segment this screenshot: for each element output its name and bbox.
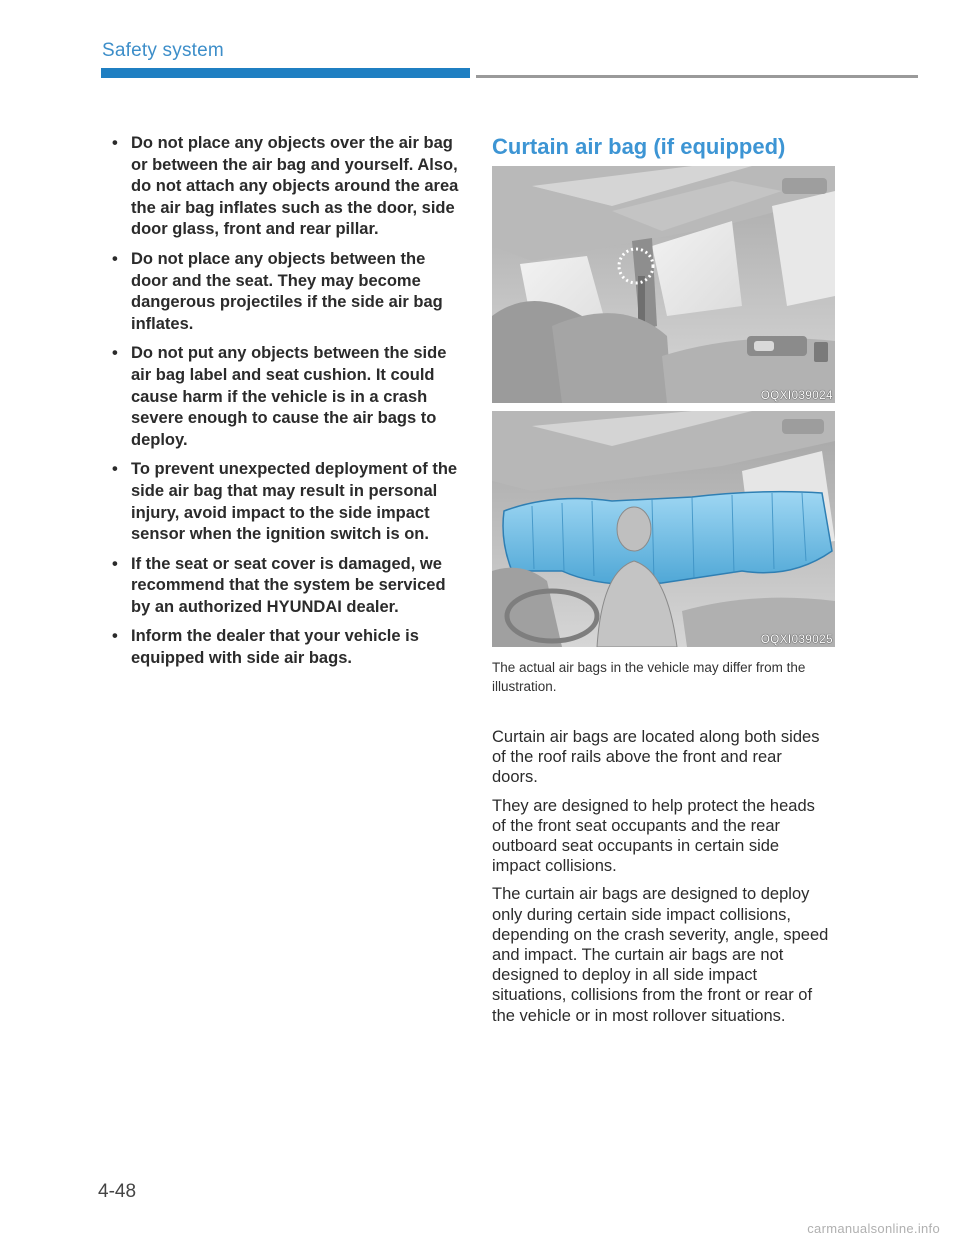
list-item (112, 343, 462, 451)
deployed-airbag-illustration (492, 411, 835, 647)
figure-code: OQXI039024 (760, 390, 833, 402)
bullet-icon: • (112, 554, 118, 573)
header-rule-accent (101, 68, 470, 78)
body-paragraph: The curtain air bags are designed to deploy only during certain side impact collisions, depending on the crash severity, angle, speed and impact. The curtain air bags are not designed to deploy in all side impact situations, collisions from the front or rear of the vehicle or in most rollover situations. (492, 885, 829, 1025)
section-body (492, 727, 832, 1034)
warning-list-column (112, 133, 462, 678)
list-item (112, 626, 462, 669)
bullet-icon: • (112, 627, 118, 646)
interior-illustration (492, 166, 835, 403)
watermark: carmanualsonline.info (807, 1221, 940, 1236)
body-paragraph: Curtain air bags are located along both sides of the roof rails above the front and rear doors. (492, 728, 820, 787)
list-item-text: If the seat or seat cover is damaged, we recommend that the system be serviced by an authorized HYUNDAI dealer. (131, 554, 446, 616)
list-item-text: Inform the dealer that your vehicle is equipped with side air bags. (131, 627, 419, 668)
page-number: 4-48 (98, 1181, 137, 1202)
warning-list (112, 133, 462, 670)
bullet-icon: • (112, 134, 118, 152)
list-item (112, 133, 462, 241)
list-item-text: Do not place any objects over the air bag or between the air bag and yourself. Also, do not attach any objects around the area the air bag inflates such as the door, side door glass, front and rear pillar. (131, 134, 459, 239)
list-item-text: To prevent unexpected deployment of the side air bag that may result in personal injury, avoid impact to the side impact sensor when the ignition switch is on. (131, 460, 458, 544)
figure-code: OQXI039025 (760, 634, 833, 646)
list-item-text: Do not put any objects between the side air bag label and seat cushion. It could cause harm if the vehicle is in a crash severe enough to cause the air bags to deploy. (131, 344, 447, 449)
bullet-icon: • (112, 460, 118, 479)
list-item (112, 249, 462, 335)
figure-caption: The actual air bags in the vehicle may differ from the illustration. (492, 660, 806, 694)
bullet-icon: • (112, 249, 118, 268)
figure-airbag-deployed (492, 411, 835, 647)
list-item-text: Do not place any objects between the door and the seat. They may become dangerous projectiles if the side air bag inflates. (131, 249, 443, 333)
figure-interior-stowed (492, 166, 835, 403)
header-rule (476, 75, 918, 78)
bullet-icon: • (112, 344, 118, 363)
list-item (112, 459, 462, 545)
section-heading: Curtain air bag (if equipped) (492, 134, 786, 159)
body-paragraph: They are designed to help protect the heads of the front seat occupants and the rear outboard seat occupants in certain side impact collisions. (492, 796, 815, 876)
list-item (112, 554, 462, 619)
running-header: Safety system (102, 40, 224, 61)
